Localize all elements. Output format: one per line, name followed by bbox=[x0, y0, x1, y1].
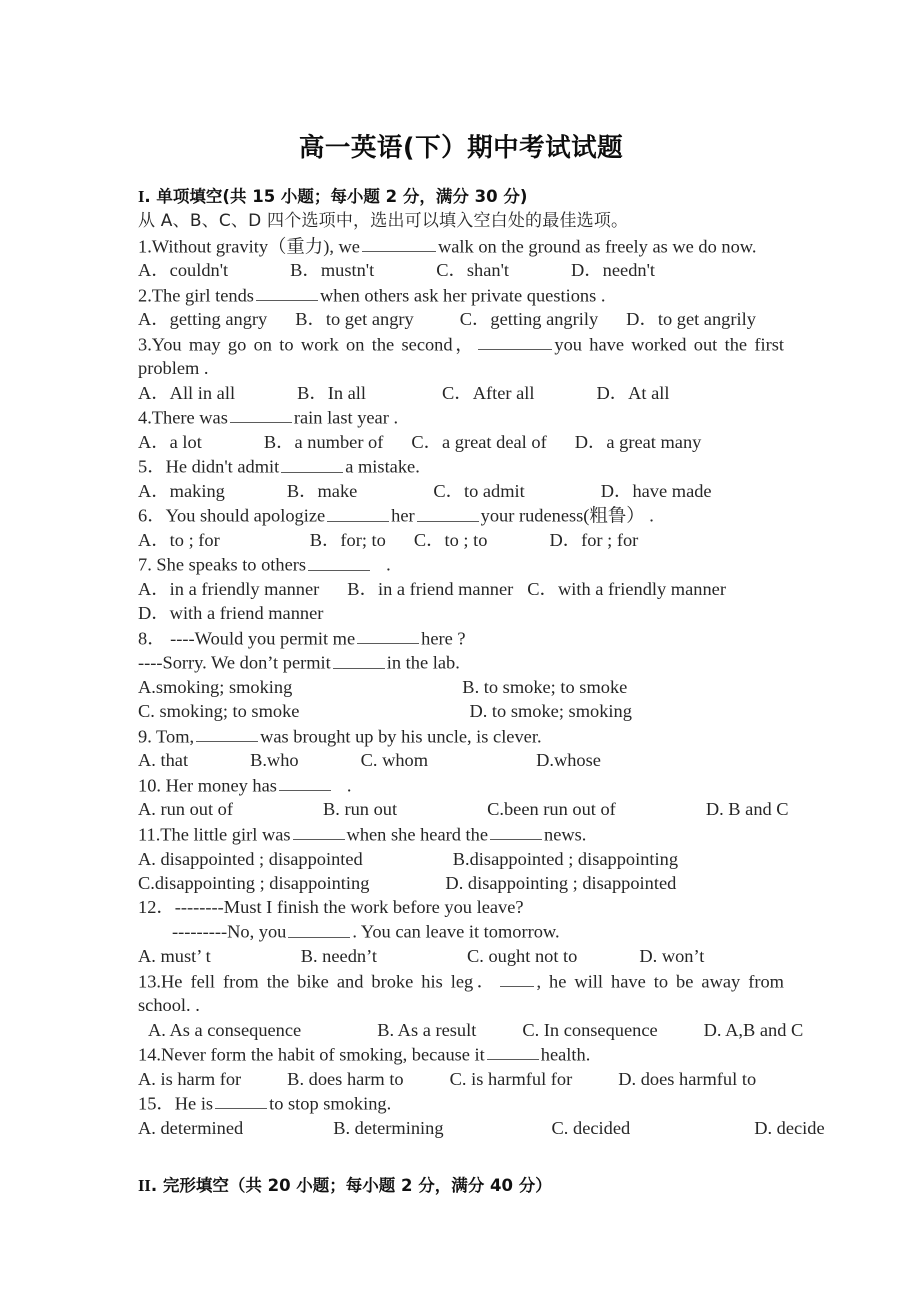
question-14-blank bbox=[487, 1042, 539, 1060]
question-2-stem-pre: 2.The girl tends bbox=[138, 285, 254, 306]
question-3-options bbox=[138, 381, 784, 405]
question-13-stem-part1: 13.He fell from the bike and broke his leg． bbox=[138, 970, 499, 991]
question-5-stem-pre: 5．He didn't admit bbox=[138, 456, 280, 477]
question-1-options bbox=[138, 258, 784, 282]
question-10-option-a[interactable]: A. run out of bbox=[138, 799, 234, 820]
question-10-option-b[interactable]: B. run out bbox=[323, 799, 398, 820]
question-6-stem-pre: 6．You should apologize bbox=[138, 505, 326, 526]
question-14-stem bbox=[138, 1042, 784, 1067]
question-15-options bbox=[138, 1116, 825, 1140]
question-12-stem-line2 bbox=[138, 919, 784, 944]
question-10-option-c[interactable]: C.been run out of bbox=[487, 799, 616, 820]
question-9-stem-post: was brought up by his uncle, is clever. bbox=[260, 726, 542, 747]
question-11-options-row1 bbox=[138, 847, 784, 871]
question-13-option-d[interactable]: D. A,B and C bbox=[703, 1019, 804, 1040]
question-4-stem-pre: 4.There was bbox=[138, 407, 228, 428]
question-12-option-b[interactable]: B. needn’t bbox=[300, 946, 377, 967]
question-7-stem bbox=[138, 552, 784, 577]
question-1-option-b[interactable]: B．mustn't bbox=[290, 260, 375, 281]
question-3-option-a[interactable]: A．All in all bbox=[138, 382, 236, 403]
question-2-option-c[interactable]: C．getting angrily bbox=[459, 309, 599, 330]
question-1-stem bbox=[138, 234, 784, 259]
question-3-option-c[interactable]: C．After all bbox=[442, 382, 535, 403]
question-7-option-a[interactable]: A．in a friendly manner bbox=[138, 578, 320, 599]
question-1-stem-post: walk on the ground as freely as we do now. bbox=[437, 235, 757, 256]
question-12-stem2-post: . You can leave it tomorrow. bbox=[352, 921, 560, 942]
question-8-option-a[interactable]: A.smoking; smoking bbox=[138, 677, 293, 698]
question-2-blank bbox=[256, 283, 318, 301]
question-1-option-c[interactable]: C．shan't bbox=[436, 260, 509, 281]
question-4-option-d[interactable]: D．a great many bbox=[574, 431, 702, 452]
question-7-option-c[interactable]: C．with a friendly manner bbox=[527, 578, 726, 599]
question-2-option-a[interactable]: A．getting angry bbox=[138, 309, 268, 330]
question-6-option-d[interactable]: D．for ; for bbox=[549, 529, 639, 550]
question-7-options-row1 bbox=[138, 577, 784, 601]
question-3-blank bbox=[478, 332, 552, 350]
question-3-stem-part1: 3.You may go on to work on the second， bbox=[138, 334, 477, 355]
question-15-blank bbox=[215, 1091, 267, 1109]
question-15-option-a[interactable]: A. determined bbox=[138, 1117, 244, 1138]
section-numeral-1: I bbox=[138, 187, 145, 206]
question-6-stem-post: your rudeness(粗鲁） . bbox=[480, 505, 654, 526]
question-10-stem-pre: 10. Her money has bbox=[138, 775, 277, 796]
question-7-option-b[interactable]: B．in a friend manner bbox=[347, 578, 514, 599]
question-11-option-c[interactable]: C.disappointing ; disappointing bbox=[138, 872, 370, 893]
question-9-option-a[interactable]: A. that bbox=[138, 750, 189, 771]
question-5-options bbox=[138, 479, 784, 503]
question-5-option-b[interactable]: B．make bbox=[286, 480, 358, 501]
question-12-stem-line1: 12．--------Must I finish the work before you leave? bbox=[138, 897, 524, 918]
question-13-option-b[interactable]: B. As a result bbox=[377, 1019, 477, 1040]
question-8-stem-line2 bbox=[138, 650, 784, 675]
question-1-option-d[interactable]: D．needn't bbox=[571, 260, 656, 281]
question-7-options-row2 bbox=[138, 601, 784, 625]
question-5-stem bbox=[138, 454, 784, 479]
question-8-stem-line1 bbox=[138, 626, 784, 651]
question-13-stem-part2: , he will have to be away from bbox=[536, 970, 784, 991]
question-8-stem-post: here ? bbox=[421, 628, 466, 648]
question-2-option-d[interactable]: D．to get angrily bbox=[626, 309, 756, 330]
question-9-option-b[interactable]: B.who bbox=[250, 750, 299, 771]
question-11-blank-2 bbox=[490, 822, 542, 840]
question-15-stem-pre: 15．He is bbox=[138, 1093, 214, 1114]
question-9-options bbox=[138, 748, 784, 772]
question-10-option-d[interactable]: D. B and C bbox=[705, 799, 789, 820]
question-11-option-b[interactable]: B.disappointed ; disappointing bbox=[452, 848, 679, 869]
question-14-stem-post: health. bbox=[540, 1044, 591, 1065]
question-8-stem2-pre: ----Sorry. We don’t permit bbox=[138, 652, 331, 673]
question-1-option-a[interactable]: A．couldn't bbox=[138, 260, 229, 281]
section-heading-1-text: . 单项填空(共 15 小题；每小题 2 分，满分 30 分) bbox=[144, 187, 528, 206]
question-5-option-d[interactable]: D．have made bbox=[600, 480, 712, 501]
question-3-stem-line2: problem . bbox=[138, 358, 209, 379]
section-heading-1 bbox=[138, 185, 784, 209]
question-6-option-b[interactable]: B．for; to bbox=[309, 529, 386, 550]
question-11-options-row2 bbox=[138, 871, 784, 895]
question-8-options-row2 bbox=[138, 699, 784, 723]
question-7-stem-pre: 7. She speaks to others bbox=[138, 554, 307, 575]
question-12-option-d[interactable]: D. won’t bbox=[639, 946, 705, 967]
question-13-stem-line2: school. . bbox=[138, 995, 200, 1016]
question-12-stem2-pre: ---------No, you bbox=[172, 921, 287, 942]
question-2-stem bbox=[138, 283, 784, 308]
question-6-blank-2 bbox=[417, 503, 479, 521]
question-14-stem-pre: 14.Never form the habit of smoking, because it bbox=[138, 1044, 485, 1065]
question-13-option-a[interactable]: A. As a consequence bbox=[148, 1019, 302, 1040]
page-title: 高一英语(下）期中考试试题 bbox=[298, 133, 624, 163]
question-11-stem-mid: when she heard the bbox=[346, 824, 488, 845]
question-8-options-row1 bbox=[138, 675, 784, 699]
question-7-option-d[interactable]: D．with a friend manner bbox=[138, 603, 324, 624]
question-11-blank-1 bbox=[293, 822, 345, 840]
question-6-stem bbox=[138, 503, 784, 528]
question-8-option-d[interactable]: D. to smoke; smoking bbox=[469, 701, 632, 722]
question-2-option-b[interactable]: B．to get angry bbox=[295, 309, 414, 330]
section-numeral-2: II bbox=[138, 1175, 151, 1195]
question-15-stem-post: to stop smoking. bbox=[269, 1093, 392, 1114]
question-8-stem2-post: in the lab. bbox=[386, 652, 460, 673]
question-4-option-c[interactable]: C．a great deal of bbox=[411, 431, 547, 452]
question-15-stem bbox=[138, 1091, 784, 1116]
question-8-blank-1 bbox=[357, 626, 419, 644]
question-13-blank bbox=[500, 969, 534, 987]
question-5-stem-post: a mistake. bbox=[345, 456, 420, 477]
question-14-options bbox=[138, 1067, 784, 1091]
question-2-options bbox=[138, 307, 784, 331]
question-14-option-d[interactable]: D. does harmful to bbox=[618, 1068, 757, 1089]
question-1-blank bbox=[362, 234, 436, 252]
question-8-option-b[interactable]: B. to smoke; to smoke bbox=[462, 677, 628, 698]
question-6-option-a[interactable]: A．to ; for bbox=[138, 529, 220, 550]
question-10-options bbox=[138, 797, 789, 821]
document-body bbox=[138, 0, 825, 1198]
question-6-blank-1 bbox=[327, 503, 389, 521]
question-14-option-c[interactable]: C. is harmful for bbox=[449, 1068, 573, 1089]
question-12-blank bbox=[288, 919, 350, 937]
question-6-stem-mid: her bbox=[391, 505, 415, 526]
question-11-option-a[interactable]: A. disappointed ; disappointed bbox=[138, 848, 363, 869]
question-8-option-c[interactable]: C. smoking; to smoke bbox=[138, 701, 300, 722]
question-8-stem-pre: 8． ----Would you permit me bbox=[138, 628, 356, 648]
question-12-option-c[interactable]: C. ought not to bbox=[467, 946, 578, 967]
question-8-blank-2 bbox=[333, 650, 385, 668]
question-13-stem-line1 bbox=[138, 969, 784, 994]
question-14-option-b[interactable]: B. does harm to bbox=[287, 1068, 404, 1089]
question-15-option-d[interactable]: D. decide bbox=[754, 1117, 825, 1138]
question-5-option-a[interactable]: A．making bbox=[138, 480, 225, 501]
question-6-options bbox=[138, 528, 784, 552]
section-instruction-1: 从 A、B、C、D 四个选项中，选出可以填入空白处的最佳选项。 bbox=[138, 211, 629, 232]
question-9-blank bbox=[196, 724, 258, 742]
question-4-blank bbox=[230, 405, 292, 423]
question-10-blank bbox=[279, 773, 331, 791]
question-11-stem-pre: 11.The little girl was bbox=[138, 824, 291, 845]
question-2-stem-post: when others ask her private questions . bbox=[319, 285, 606, 306]
question-3-option-b[interactable]: B．In all bbox=[297, 382, 367, 403]
question-5-blank bbox=[281, 454, 343, 472]
question-4-option-a[interactable]: A．a lot bbox=[138, 431, 202, 452]
question-12-options bbox=[138, 944, 784, 968]
question-7-blank bbox=[308, 552, 370, 570]
question-4-options bbox=[138, 430, 784, 454]
question-4-stem bbox=[138, 405, 784, 430]
question-9-stem-pre: 9. Tom, bbox=[138, 726, 195, 747]
question-10-stem-post: . bbox=[346, 775, 352, 796]
question-12-option-a[interactable]: A. must’ t bbox=[138, 946, 211, 967]
question-6-option-c[interactable]: C．to ; to bbox=[413, 529, 488, 550]
question-11-option-d[interactable]: D. disappointing ; disappointed bbox=[445, 872, 677, 893]
section-heading-2-text: . 完形填空（共 20 小题；每小题 2 分，满分 40 分） bbox=[150, 1175, 552, 1195]
question-13-option-c[interactable]: C. In consequence bbox=[522, 1019, 658, 1040]
question-7-stem-post: . bbox=[386, 554, 391, 575]
question-9-option-d[interactable]: D.whose bbox=[536, 750, 601, 771]
question-1-stem-pre: 1.Without gravity（重力), we bbox=[138, 235, 360, 256]
question-9-stem bbox=[138, 724, 784, 749]
question-11-stem-post: news. bbox=[544, 824, 587, 845]
question-15-option-c[interactable]: C. decided bbox=[551, 1117, 631, 1138]
section-heading-2 bbox=[138, 1174, 784, 1198]
question-3-option-d[interactable]: D．At all bbox=[596, 382, 670, 403]
question-14-option-a[interactable]: A. is harm for bbox=[138, 1068, 242, 1089]
question-3-stem-part2: you have worked out the first bbox=[554, 334, 784, 355]
question-11-stem bbox=[138, 822, 784, 847]
question-3-stem-line1 bbox=[138, 332, 784, 357]
question-15-option-b[interactable]: B. determining bbox=[333, 1117, 444, 1138]
question-13-options bbox=[138, 1018, 804, 1042]
section-gap bbox=[138, 1140, 784, 1174]
question-4-option-b[interactable]: B．a number of bbox=[263, 431, 384, 452]
question-5-option-c[interactable]: C．to admit bbox=[433, 480, 525, 501]
title-spacer bbox=[138, 163, 784, 185]
question-10-stem bbox=[138, 773, 784, 798]
question-4-stem-post: rain last year . bbox=[293, 407, 399, 428]
question-9-option-c[interactable]: C. whom bbox=[360, 750, 429, 771]
